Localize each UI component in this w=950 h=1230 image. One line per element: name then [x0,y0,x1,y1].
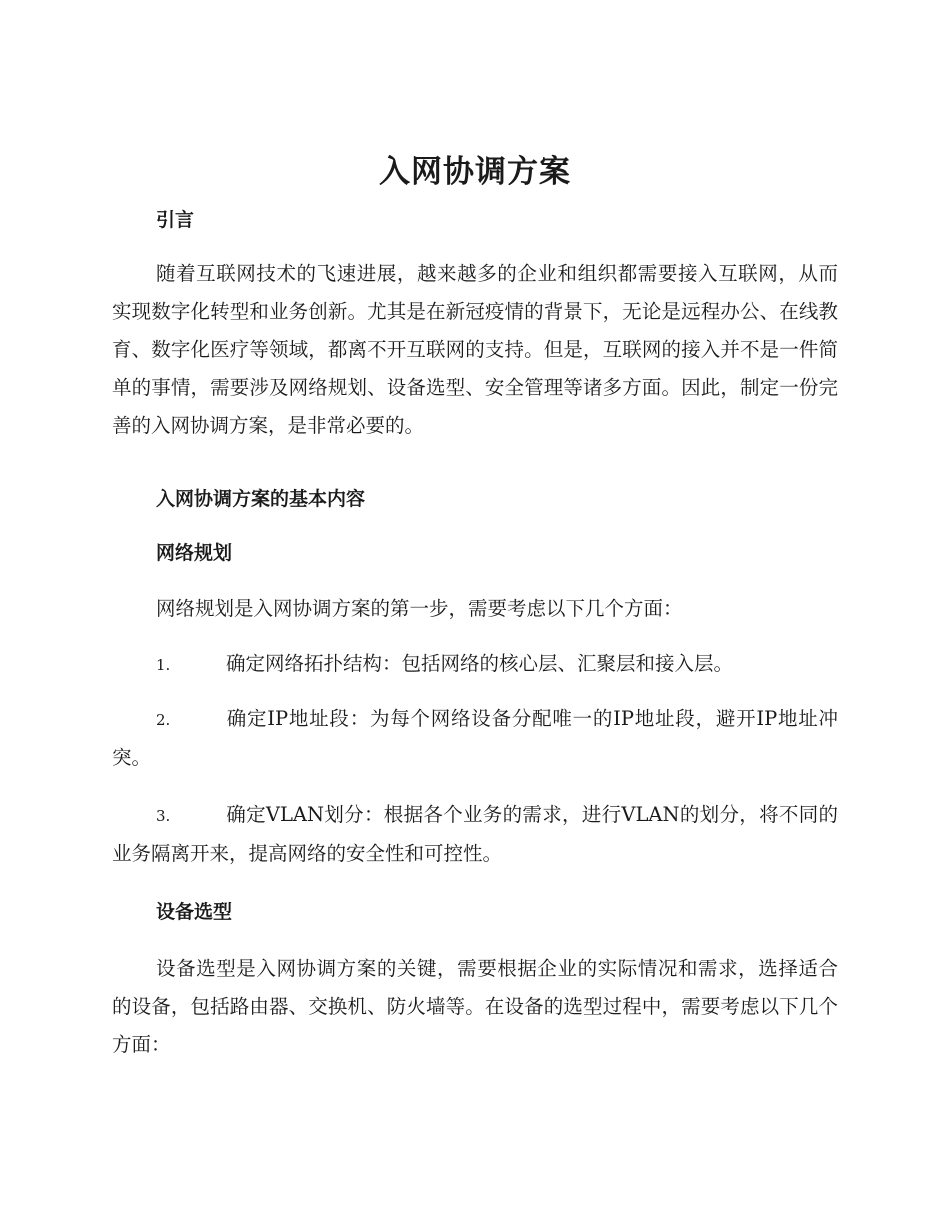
document-title: 入网协调方案 [379,154,571,190]
device-paragraph: 设备选型是入网协调方案的关键，需要根据企业的实际情况和需求，选择适合的设备，包括路由器、交换机、防火墙等。在设备的选型过程中，需要考虑以下几个方面： [112,957,838,1056]
device-selection-heading: 设备选型 [156,901,233,923]
basic-content-heading: 入网协调方案的基本内容 [156,488,366,510]
network-list-item-3 [112,796,838,873]
list-number: 3. [156,807,171,825]
network-planning-heading: 网络规划 [156,542,233,564]
intro-heading: 引言 [156,209,195,231]
list-text: 确定VLAN划分：根据各个业务的需求，进行VLAN的划分，将不同的业务隔离开来，提高网络的安全性和可控性。 [112,803,838,865]
network-list-item-1 [112,645,838,684]
network-list-item-2 [112,700,838,777]
list-text: 确定网络拓扑结构：包括网络的核心层、汇聚层和接入层。 [226,652,734,675]
list-number: 1. [156,656,171,674]
network-intro-paragraph: 网络规划是入网协调方案的第一步，需要考虑以下几个方面： [156,597,683,620]
intro-paragraph: 随着互联网技术的飞速进展，越来越多的企业和组织都需要接入互联网，从而实现数字化转型和业务创新。尤其是在新冠疫情的背景下，无论是远程办公、在线教育、数字化医疗等领域，都离不开互联网的支持。但是，互联网的接入并不是一件简单的事情，需要涉及网络规划、设备选型、安全管理等诸多方面。因此，制定一份完善的入网协调方案，是非常必要的。 [112,262,838,437]
list-text: 确定IP地址段：为每个网络设备分配唯一的IP地址段，避开IP地址冲突。 [112,707,838,769]
list-number: 2. [156,711,171,729]
